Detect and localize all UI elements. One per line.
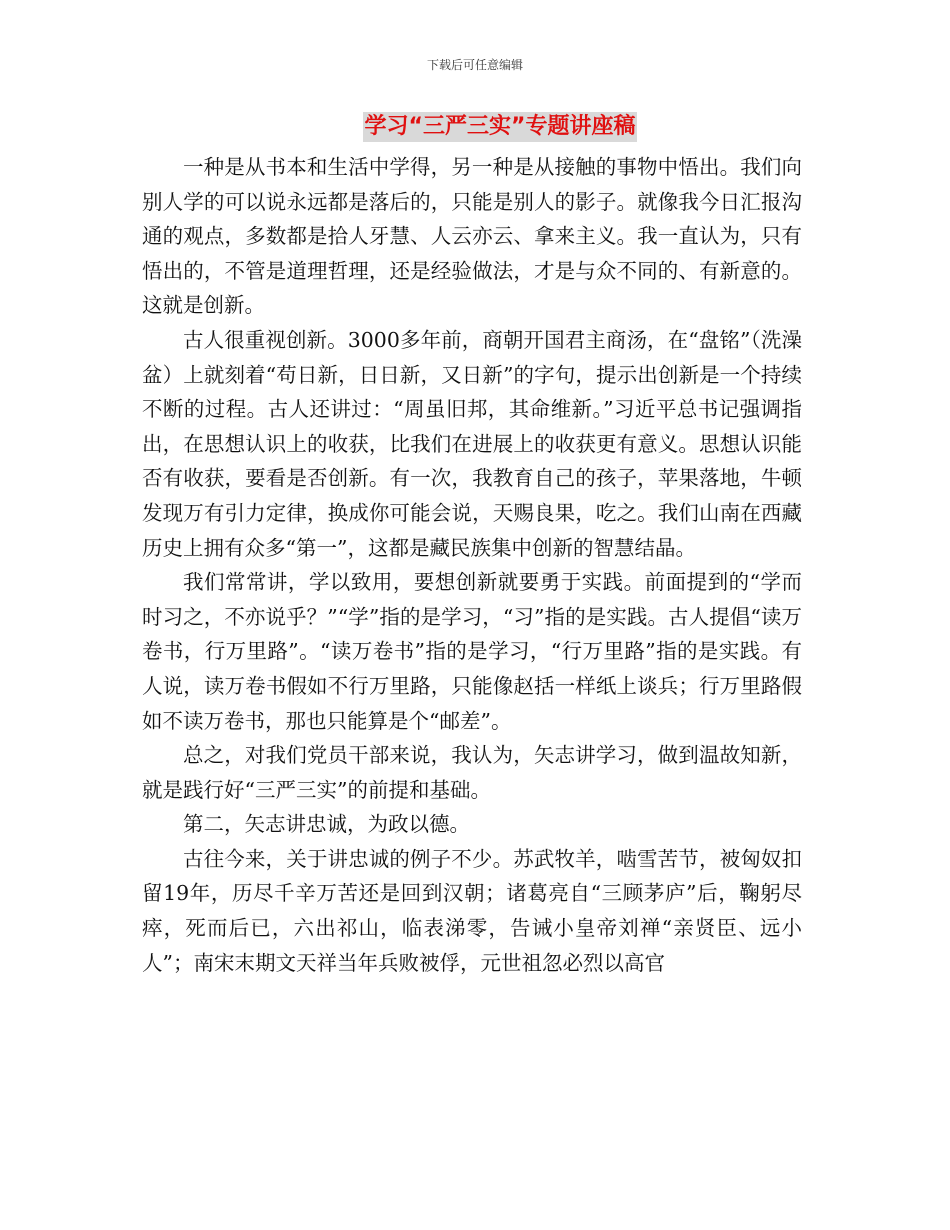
- paragraph: 古人很重视创新。3000多年前，商朝开国君主商汤，在“盘铭”（洗澡盆）上就刻着“苟日新，日日新，又日新”的字句，提示出创新是一个持续不断的过程。古人还讲过：“周虽旧邦，其命维新。”习近平总书记强调指出，在思想认识上的收获，比我们在进展上的收获更有意义。思想认识能否有收获，要看是否创新。有一次，我教育自己的孩子，苹果落地，牛顿发现万有引力定律，换成你可能会说，天赐良果，吃之。我们山南在西藏历史上拥有众多“第一”，这都是藏民族集中创新的智慧结晶。: [142, 327, 802, 560]
- section-heading: 第二，矢志讲忠诚，为政以德。: [183, 812, 470, 837]
- paragraph: 我们常常讲，学以致用，要想创新就要勇于实践。前面提到的“学而时习之，不亦说乎？”“学”指的是学习，“习”指的是实践。古人提倡“读万卷书，行万里路”。“读万卷书”指的是学习，“行万里路”指的是实践。有人说，读万卷书假如不行万里路，只能像赵括一样纸上谈兵；行万里路假如不读万卷书，那也只能算是个“邮差”。: [142, 570, 802, 733]
- paragraph: 古往今来，关于讲忠诚的例子不少。苏武牧羊，啮雪苦节，被匈奴扣留19年，历尽千辛万苦还是回到汉朝；诸葛亮自“三顾茅庐”后，鞠躬尽瘁，死而后已，六出祁山，临表涕零，告诫小皇帝刘禅“亲贤臣、远小人”；南宋末期文天祥当年兵败被俘，元世祖忽必烈以高官: [142, 846, 802, 975]
- document-title: 学习“三严三实”专题讲座稿: [363, 112, 638, 142]
- paragraph: 一种是从书本和生活中学得，另一种是从接触的事物中悟出。我们向别人学的可以说永远都是落后的，只能是别人的影子。就像我今日汇报沟通的观点，多数都是拾人牙慧、人云亦云、拿来主义。我一直认为，只有悟出的，不管是道理哲理，还是经验做法，才是与众不同的、有新意的。这就是创新。: [142, 155, 802, 318]
- title-container: [0, 112, 950, 142]
- header-note: 下载后可任意编辑: [426, 58, 523, 72]
- paragraph: 总之，对我们党员干部来说，我认为，矢志讲学习，做到温故知新，就是践行好“三严三实”的前提和基础。: [142, 743, 802, 802]
- document-body: [142, 150, 802, 980]
